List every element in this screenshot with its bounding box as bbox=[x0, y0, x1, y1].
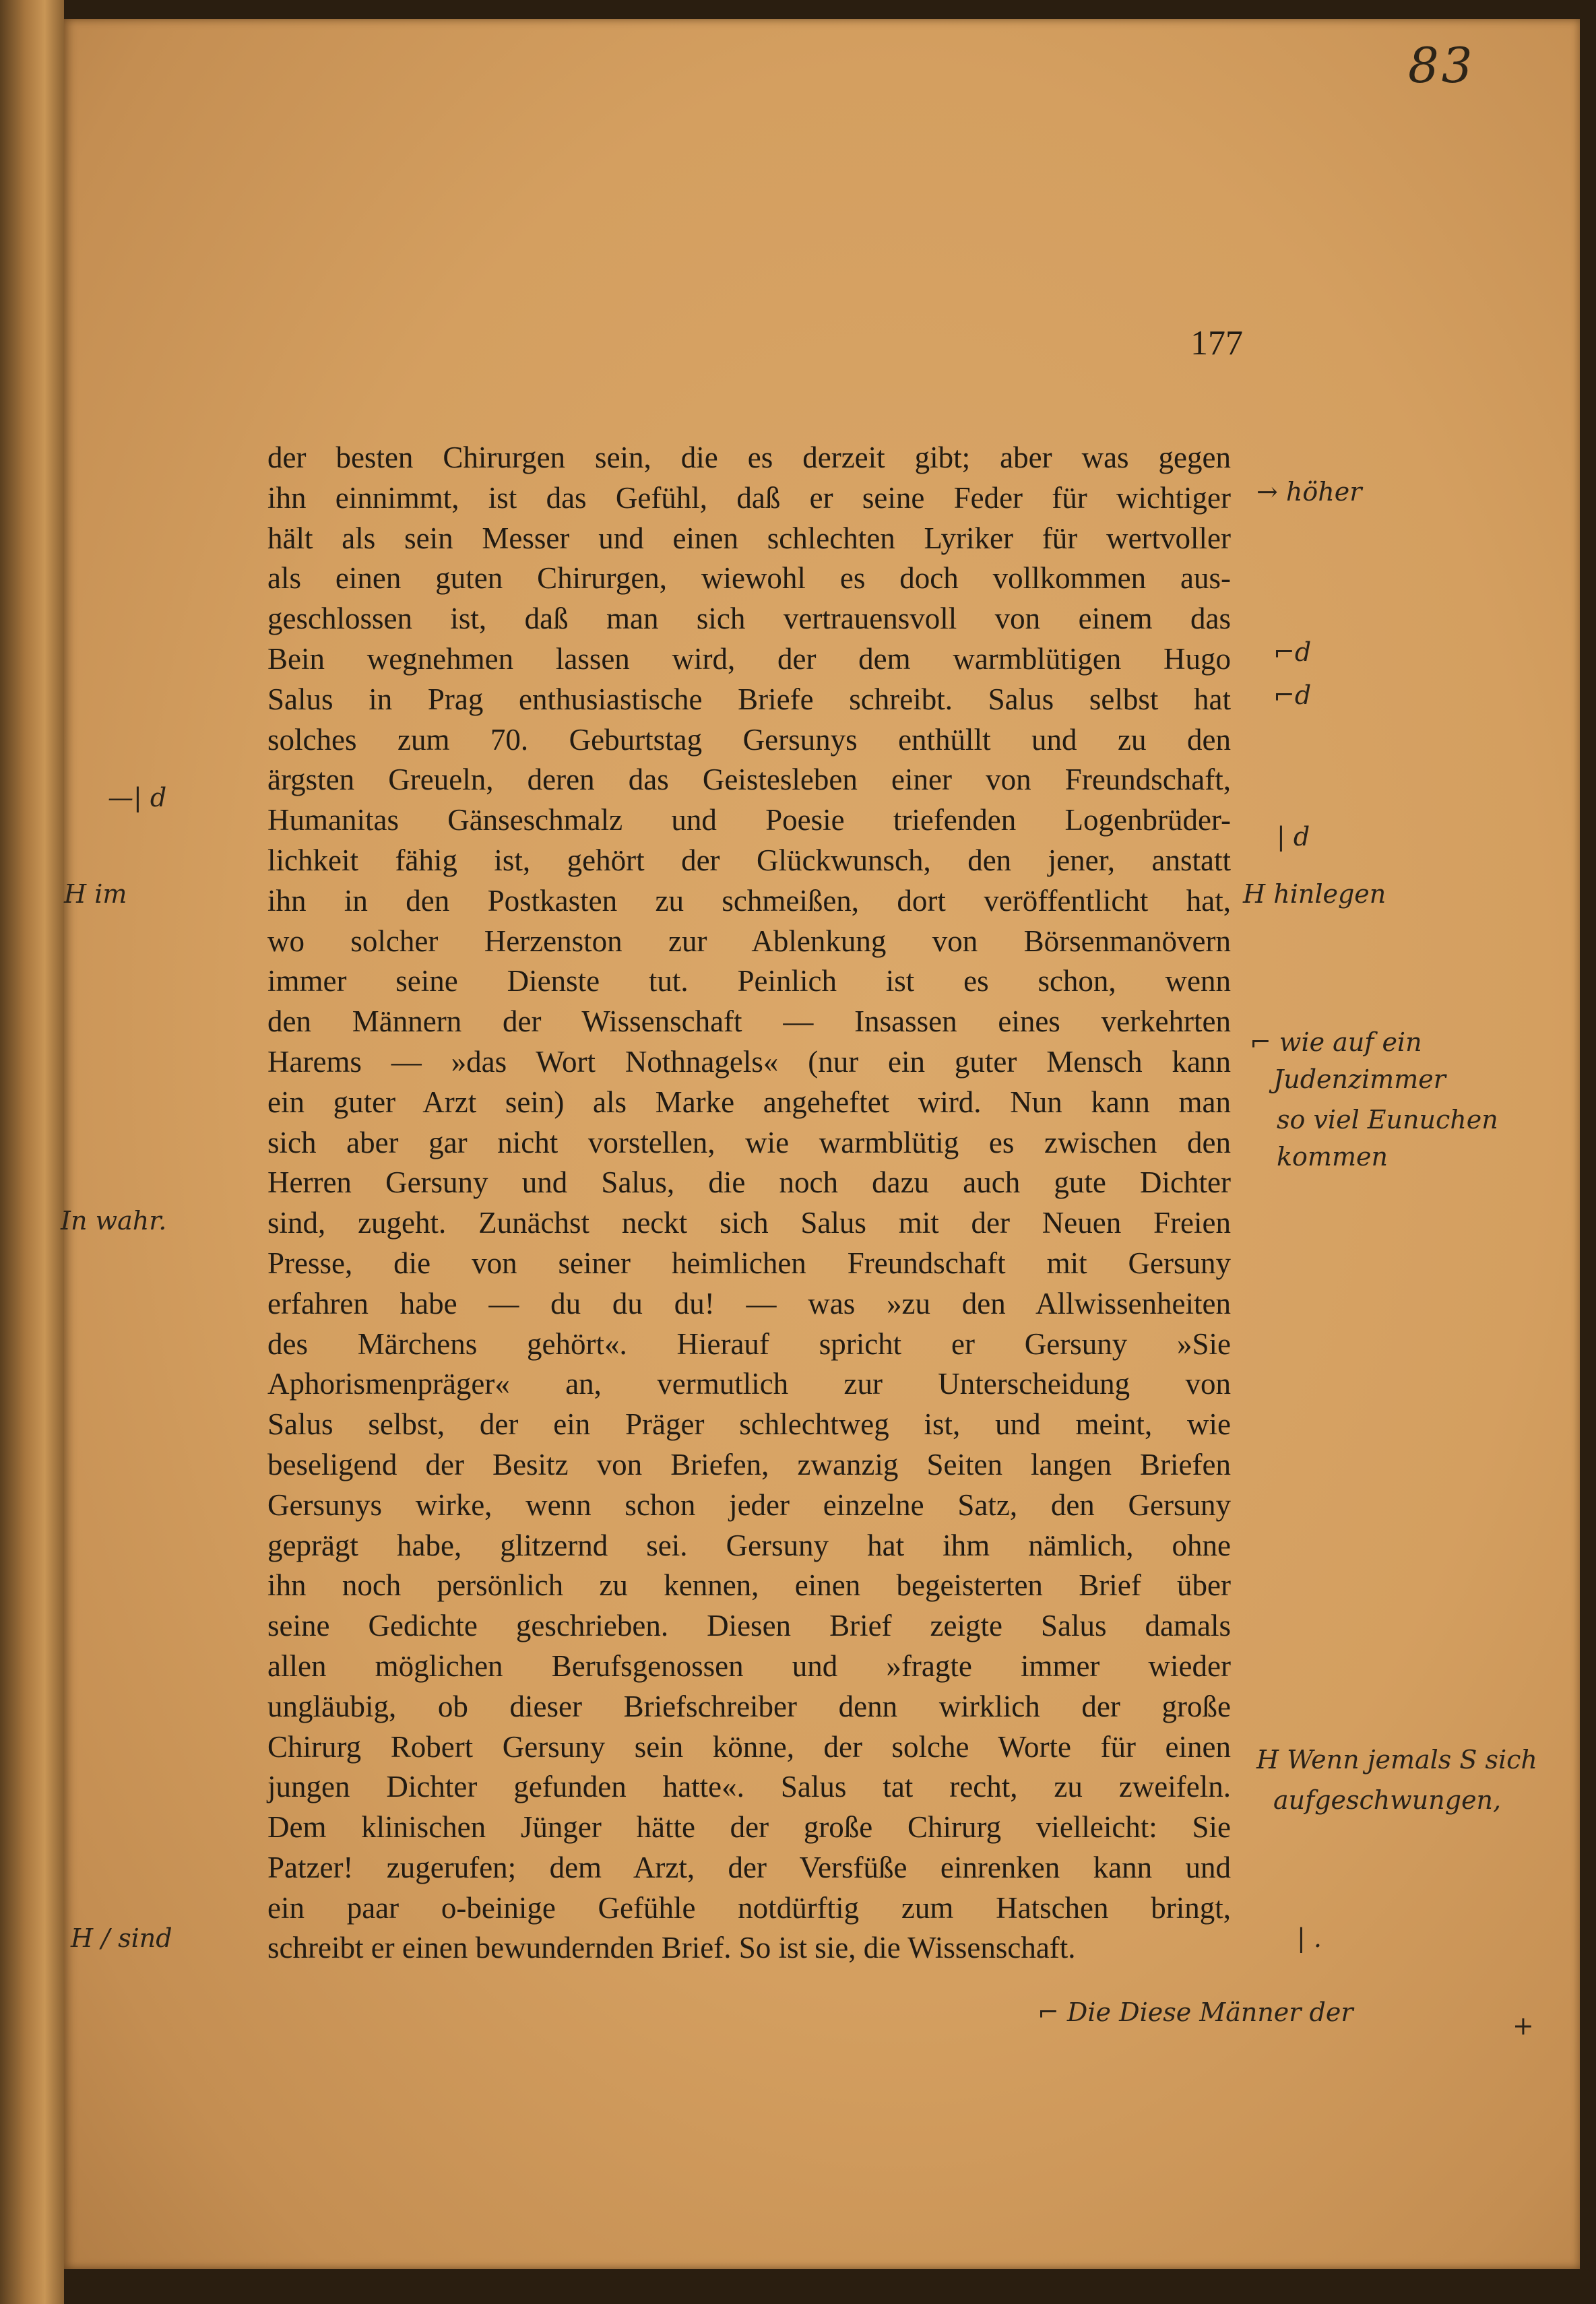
text-line: Salus in Prag enthusiastische Briefe schreibt. Salus selbst hat bbox=[267, 682, 1231, 716]
margin-note: H hinlegen bbox=[1243, 879, 1386, 909]
text-line: des Märchens gehört«. Hierauf spricht er Gersuny »Sie bbox=[267, 1326, 1231, 1361]
text-line: allen möglichen Berufsgenossen und »fragte immer wieder bbox=[267, 1649, 1231, 1683]
margin-note: ⌐d bbox=[1273, 680, 1312, 710]
margin-note: Judenzimmer bbox=[1273, 1064, 1446, 1094]
text-line: Dem klinischen Jünger hätte der große Chirurg vielleicht: Sie bbox=[267, 1810, 1231, 1845]
margin-note: | d bbox=[1277, 822, 1310, 852]
text-line: ihn in den Postkasten zu schmeißen, dort veröffentlicht hat, bbox=[267, 883, 1231, 918]
page-number: 177 bbox=[1190, 324, 1243, 362]
text-line: jungen Dichter gefunden hatte«. Salus tat recht, zu zweifeln. bbox=[267, 1770, 1231, 1804]
text-line: erfahren habe — du du du! — was »zu den Allwissenheiten bbox=[267, 1286, 1231, 1320]
text-line: Salus selbst, der ein Präger schlechtweg ist, und meint, wie bbox=[267, 1407, 1231, 1442]
book-spine bbox=[0, 0, 64, 2304]
text-line: als einen guten Chirurgen, wiewohl es doch vollkommen aus- bbox=[267, 561, 1231, 596]
text-line: wo solcher Herzenston zur Ablenkung von Börsenmanövern bbox=[267, 924, 1231, 958]
text-line: ein guter Arzt sein) als Marke angeheftet wird. Nun kann man bbox=[267, 1085, 1231, 1119]
margin-note: + bbox=[1512, 2011, 1534, 2041]
text-line: beseligend der Besitz von Briefen, zwanzig Seiten langen Briefen bbox=[267, 1447, 1231, 1481]
margin-note: so viel Eunuchen bbox=[1277, 1105, 1498, 1134]
text-line: Chirurg Robert Gersuny sein könne, der solche Worte für einen bbox=[267, 1729, 1231, 1764]
text-line: ihn noch persönlich zu kennen, einen begeisterten Brief über bbox=[267, 1568, 1231, 1603]
margin-note: kommen bbox=[1277, 1142, 1388, 1172]
text-line: der besten Chirurgen sein, die es derzeit gibt; aber was gegen bbox=[267, 441, 1231, 474]
margin-note: H im bbox=[64, 879, 127, 909]
text-line: ihn einnimmt, ist das Gefühl, daß er seine Feder für wichtiger bbox=[267, 480, 1231, 515]
text-line: solches zum 70. Geburtstag Gersunys enthüllt und zu den bbox=[267, 722, 1231, 757]
text-line: sind, zugeht. Zunächst neckt sich Salus mit der Neuen Freien bbox=[267, 1206, 1231, 1240]
text-line: Herren Gersuny und Salus, die noch dazu auch gute Dichter bbox=[267, 1165, 1231, 1200]
text-line: geschlossen ist, daß man sich vertrauensvoll von einem das bbox=[267, 602, 1231, 636]
margin-note: ⌐d bbox=[1273, 637, 1312, 667]
margin-note: In wahr. bbox=[61, 1206, 167, 1236]
text-line: Humanitas Gänseschmalz und Poesie triefenden Logenbrüder- bbox=[267, 803, 1231, 837]
body-text bbox=[267, 438, 1231, 1969]
text-line: Aphorismenpräger« an, vermutlich zur Unterscheidung von bbox=[267, 1367, 1231, 1401]
margin-note: | . bbox=[1297, 1923, 1322, 1953]
text-line: ungläubig, ob dieser Briefschreiber denn wirklich der große bbox=[267, 1689, 1231, 1723]
margin-note: ⌐ Die Diese Männer der bbox=[1038, 1997, 1353, 2027]
text-line: Bein wegnehmen lassen wird, der dem warmblütigen Hugo bbox=[267, 641, 1231, 676]
text-line: geprägt habe, glitzernd sei. Gersuny hat ihm nämlich, ohne bbox=[267, 1528, 1231, 1562]
folio-number: 83 bbox=[1408, 37, 1475, 94]
text-line: den Männern der Wissenschaft — Insassen eines verkehrten bbox=[267, 1004, 1231, 1039]
text-line: Patzer! zugerufen; dem Arzt, der Versfüße einrenken kann und bbox=[267, 1850, 1231, 1884]
text-line: immer seine Dienste tut. Peinlich ist es schon, wenn bbox=[267, 964, 1231, 998]
margin-note: H Wenn jemals S sich bbox=[1256, 1745, 1537, 1774]
text-line: Harems — »das Wort Nothnagels« (nur ein guter Mensch kann bbox=[267, 1044, 1231, 1079]
margin-note: → höher bbox=[1256, 477, 1362, 507]
margin-note: —| d bbox=[108, 783, 167, 812]
text-line: Presse, die von seiner heimlichen Freundschaft mit Gersuny bbox=[267, 1246, 1231, 1280]
text-line: ärgsten Greueln, deren das Geistesleben einer von Freundschaft, bbox=[267, 763, 1231, 797]
text-line: Gersunys wirke, wenn schon jeder einzelne Satz, den Gersuny bbox=[267, 1487, 1231, 1522]
text-line: lichkeit fähig ist, gehört der Glückwunsch, den jener, anstatt bbox=[267, 843, 1231, 877]
text-line: sich aber gar nicht vorstellen, wie warmblütig es zwischen den bbox=[267, 1125, 1231, 1159]
margin-note: aufgeschwungen, bbox=[1273, 1785, 1502, 1815]
text-line: seine Gedichte geschrieben. Diesen Brief zeigte Salus damals bbox=[267, 1609, 1231, 1643]
text-line: ein paar o-beinige Gefühle notdürftig zum Hatschen bringt, bbox=[267, 1890, 1231, 1925]
text-line: hält als sein Messer und einen schlechten Lyriker für wertvoller bbox=[267, 521, 1231, 555]
margin-note: ⌐ wie auf ein bbox=[1250, 1027, 1422, 1057]
text-line: schreibt er einen bewundernden Brief. So ist sie, die Wissenschaft. bbox=[267, 1931, 1076, 1965]
margin-note: H / sind bbox=[71, 1923, 172, 1953]
